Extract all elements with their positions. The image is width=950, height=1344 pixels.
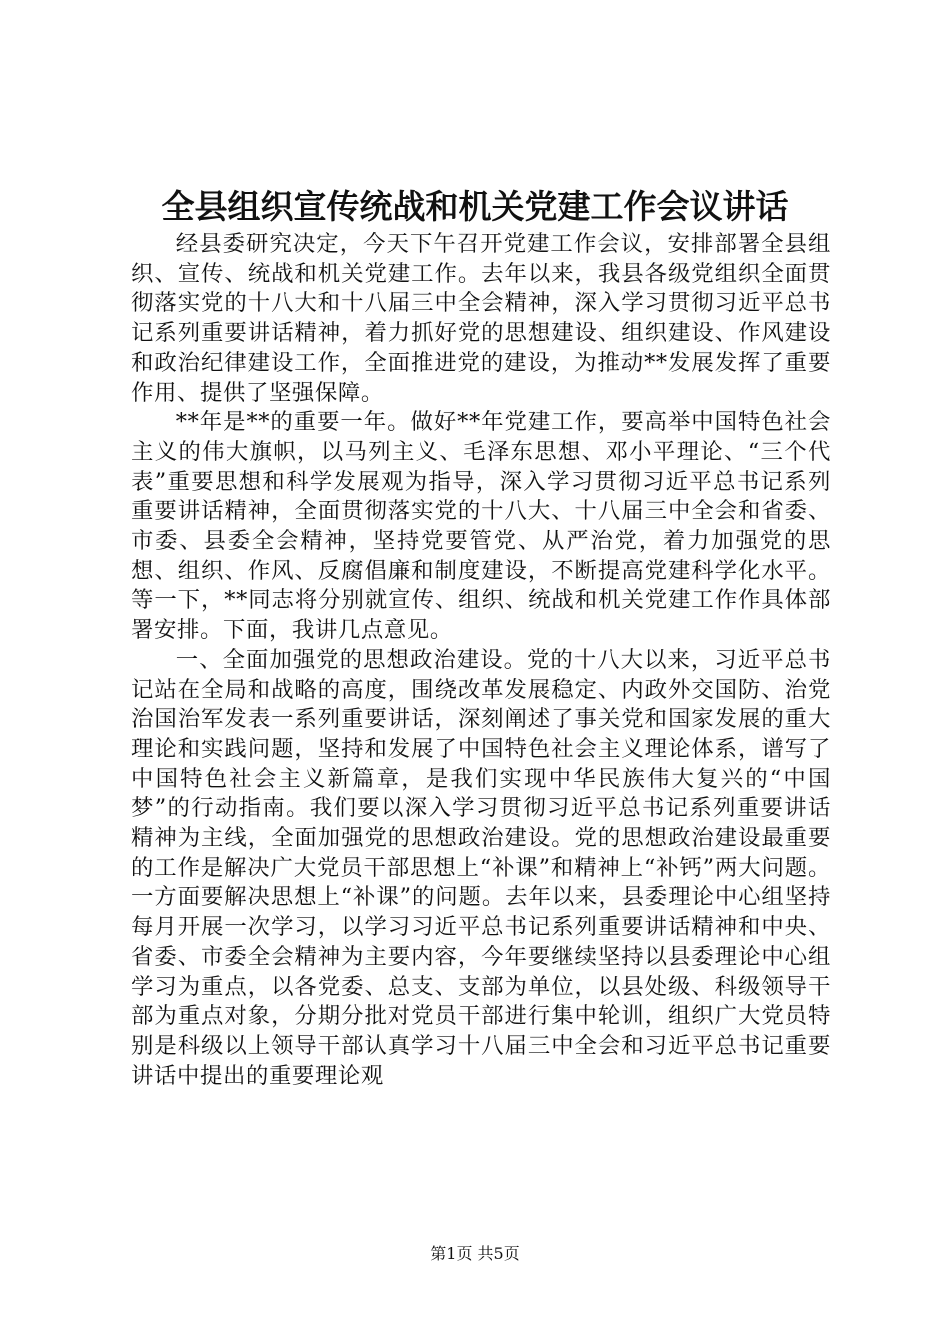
paragraph-2: **年是**的重要一年。做好**年党建工作，要高举中国特色社会主义的伟大旗帜，以马列主义、毛泽东思想、邓小平理论、“三个代表”重要思想和科学发展观为指导，深入学习贯彻习近平总书记系列重要讲话精神，全面贯彻落实党的十八大、十八届三中全会和省委、市委、县委全会精神，坚持党要管党、从严治党，着力加强党的思想、组织、作风、反腐倡廉和制度建设，不断提高党建科学化水平。等一下，**同志将分别就宣传、组织、统战和机关党建工作作具体部署安排。下面，我讲几点意见。	[131, 409, 831, 644]
paragraph-3: 一、全面加强党的思想政治建设。党的十八大以来，习近平总书记站在全局和战略的高度，围绕改革发展稳定、内政外交国防、治党治国治军发表一系列重要讲话，深刻阐述了事关党和国家发展的重大理论和实践问题，坚持和发展了中国特色社会主义理论体系，谱写了中国特色社会主义新篇章，是我们实现中华民族伟大复兴的“中国梦”的行动指南。我们要以深入学习贯彻习近平总书记系列重要讲话精神为主线，全面加强党的思想政治建设。党的思想政治建设最重要的工作是解决广大党员干部思想上“补课”和精神上“补钙”两大问题。一方面要解决思想上“补课”的问题。去年以来，县委理论中心组坚持每月开展一次学习，以学习习近平总书记系列重要讲话精神和中央、省委、市委全会精神为主要内容，今年要继续坚持以县委理论中心组学习为重点，以各党委、总支、支部为单位，以县处级、科级领导干部为重点对象，分期分批对党员干部进行集中轮训，组织广大党员特别是科级以上领导干部认真学习十八届三中全会和习近平总书记重要讲话中提出的重要理论观	[131, 646, 831, 1089]
paragraph-1: 经县委研究决定，今天下午召开党建工作会议，安排部署全县组织、宣传、统战和机关党建工作。去年以来，我县各级党组织全面贯彻落实党的十八大和十八届三中全会精神，深入学习贯彻习近平总书记系列重要讲话精神，着力抓好党的思想建设、组织建设、作风建设和政治纪律建设工作，全面推进党的建设，为推动**发展发挥了重要作用、提供了坚强保障。	[131, 231, 831, 406]
document-title: 全县组织宣传统战和机关党建工作会议讲话	[161, 187, 789, 226]
document-body	[131, 230, 831, 1091]
page-footer: 第1页 共5页	[430, 1244, 520, 1263]
